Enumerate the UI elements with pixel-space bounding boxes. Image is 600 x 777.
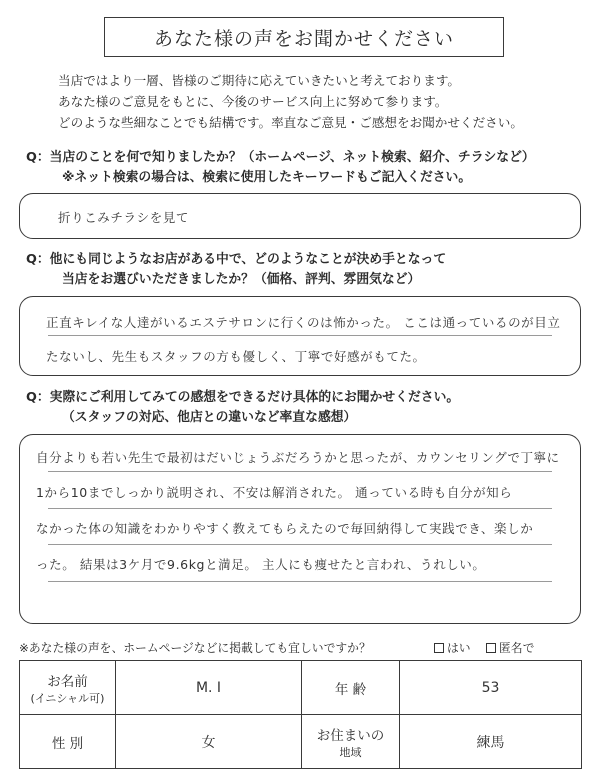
answer-3-line: った。 結果は3ケ月で9.6kgと満足。 主人にも痩せたと言われ、うれしい。 [36, 557, 486, 572]
writing-rule [48, 581, 552, 582]
gender-label: 性 別 [20, 715, 116, 769]
answer-3-line: 自分よりも若い先生で最初はだいじょうぶだろうかと思ったが、カウンセリングで丁寧に [36, 450, 560, 465]
answer-2-line: 正直キレイな人達がいるエステサロンに行くのは怖かった。 ここは通っているのが目立 [46, 315, 561, 330]
name-label-sub: (イニシャル可) [30, 691, 105, 705]
writing-rule [48, 508, 552, 509]
answer-1-text: 折りこみチラシを見て [58, 210, 190, 225]
question-3-line: Q：実際にご利用してみての感想をできるだけ具体的にお聞かせください。 [26, 390, 460, 405]
checkbox-icon[interactable] [434, 643, 444, 653]
customer-info-table [19, 660, 582, 769]
consent-question: ※あなた様の声を、ホームページなどに掲載しても宜しいですか？ [19, 641, 371, 655]
age-label: 年 齢 [302, 661, 400, 715]
intro-text [58, 70, 523, 133]
intro-line: あなた様のご意見をもとに、今後のサービス向上に努めて参ります。 [58, 94, 448, 109]
consent-yes-option[interactable] [434, 639, 471, 656]
question-1 [26, 148, 535, 188]
gender-value[interactable]: 女 [116, 715, 302, 769]
name-label-text: お名前 [47, 673, 88, 690]
answer-2-line: たないし、先生もスタッフの方も優しく、丁寧で好感がもてた。 [46, 349, 426, 364]
checkbox-icon[interactable] [486, 643, 496, 653]
consent-anonymous-label: 匿名で [499, 641, 535, 655]
question-2 [26, 250, 446, 290]
question-2-line: 当店をお選びいただきましたか？（価格、評判、雰囲気など） [62, 272, 421, 287]
consent-yes-label: はい [447, 641, 471, 655]
intro-line: どのような些細なことでも結構です。率直なご意見・ご感想をお聞かせください。 [58, 115, 523, 130]
consent-anonymous-option[interactable] [486, 639, 534, 656]
intro-line: 当店ではより一層、皆様のご期待に応えていきたいと考えております。 [58, 73, 460, 88]
name-value[interactable]: M. I [116, 661, 302, 715]
page-title: あなた様の声をお聞かせください [104, 17, 504, 57]
question-3 [26, 388, 459, 428]
question-3-line: （スタッフの対応、他店との違いなど率直な感想） [62, 410, 357, 425]
area-label [302, 715, 400, 769]
answer-3-line: なかった体の知識をわかりやすく教えてもらえたので毎回納得して実践でき、楽しか [36, 521, 534, 536]
answer-3-line: 1から10までしっかり説明され、不安は解消された。 通っている時も自分が知ら [36, 485, 513, 500]
writing-rule [48, 335, 552, 336]
age-value[interactable]: 53 [400, 661, 582, 715]
answer-box-2[interactable] [19, 296, 581, 376]
answer-box-3[interactable] [19, 434, 581, 624]
name-label [20, 661, 116, 715]
area-value[interactable]: 練馬 [400, 715, 582, 769]
area-label-text: お住まいの [316, 727, 385, 744]
question-1-note: ※ネット検索の場合は、検索に使用したキーワードもご記入ください。 [62, 170, 472, 185]
answer-box-1[interactable] [19, 193, 581, 239]
area-label-sub: 地域 [339, 745, 362, 759]
writing-rule [48, 544, 552, 545]
writing-rule [48, 471, 552, 472]
question-1-line: Q：当店のことを何で知りましたか？（ホームページ、ネット検索、紹介、チラシなど） [26, 150, 535, 165]
question-2-line: Q：他にも同じようなお店がある中で、どのようなことが決め手となって [26, 252, 447, 267]
